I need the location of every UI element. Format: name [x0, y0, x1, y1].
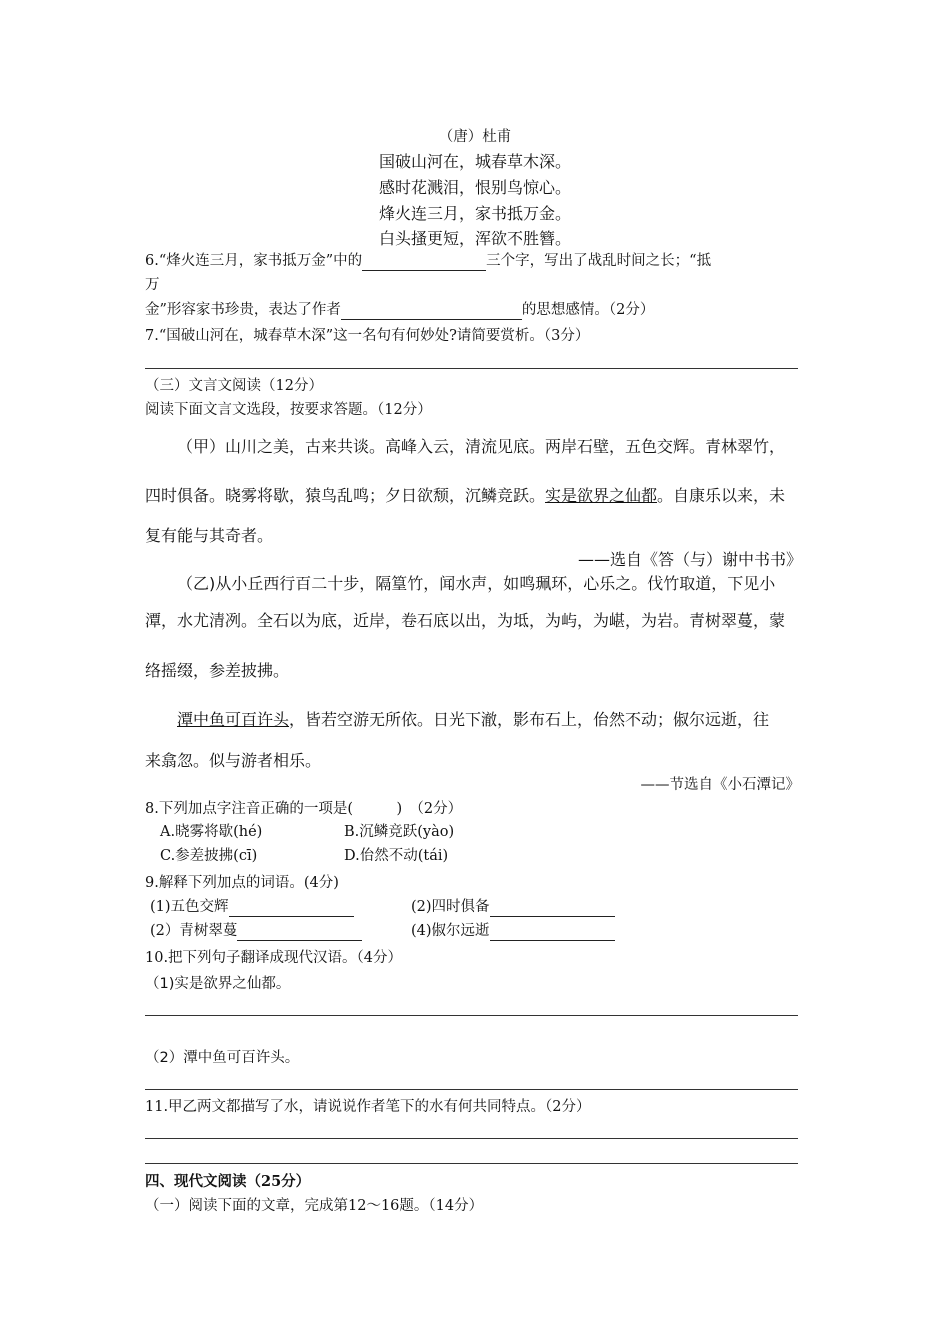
question-9-item-1: (1)五色交辉	[150, 897, 354, 917]
passage-yi-line-1: （乙)从小丘西行百二十步，隔篁竹，闻水声，如鸣珮环，心乐之。伐竹取道，下见小	[177, 574, 776, 593]
section-4-subheading: （一）阅读下面的文章，完成第12～16题。（14分）	[145, 1198, 484, 1214]
section-4-heading: 四、现代文阅读（25分）	[145, 1173, 311, 1190]
underlined-sentence: 实是欲界之仙都	[545, 486, 658, 505]
answer-blank[interactable]	[362, 254, 486, 271]
passage-jia-source: ——选自《答（与）谢中书书》	[577, 550, 802, 569]
poem-line-2: 感时花溅泪，恨别鸟惊心。	[378, 178, 571, 197]
passage-jia-line-3: 复有能与其奇者。	[145, 526, 274, 545]
passage-jia-line-1: （甲）山川之美，古来共谈。高峰入云，清流见底。两岸石壁，五色交辉。青林翠竹，	[177, 437, 786, 456]
answer-blank[interactable]	[229, 900, 354, 917]
answer-line[interactable]	[145, 1015, 798, 1016]
question-10-stem: 10.把下列句子翻译成现代汉语。（4分）	[145, 950, 403, 966]
poem-author: （唐）杜甫	[438, 129, 512, 145]
question-9-item-2: (2)四时俱备	[411, 897, 615, 917]
question-9-stem: 9.解释下列加点的词语。(4分)	[145, 875, 339, 891]
answer-blank[interactable]	[490, 900, 615, 917]
question-9-item-4: (4)俶尔远逝	[411, 921, 615, 941]
option-d[interactable]: D.佁然不动(tái)	[344, 848, 449, 864]
poem-line-1: 国破山河在，城春草木深。	[378, 152, 571, 171]
question-11: 11.甲乙两文都描写了水，请说说作者笔下的水有何共同特点。（2分）	[145, 1099, 591, 1115]
passage-yi-line-4: 潭中鱼可百许头，皆若空游无所依。日光下澈，影布石上，佁然不动；俶尔远逝，往	[177, 710, 770, 729]
passage-yi-source: ——节选自《小石潭记》	[640, 777, 800, 793]
answer-line[interactable]	[145, 1138, 798, 1139]
passage-jia-line-2: 四时俱备。晓雾将歇，猿鸟乱鸣；夕日欲颓，沉鳞竞跃。实是欲界之仙都。自康乐以来，未	[145, 486, 786, 505]
question-6-line-2: 万	[145, 277, 160, 293]
answer-blank[interactable]	[341, 303, 522, 320]
poem-line-3: 烽火连三月，家书抵万金。	[378, 204, 571, 223]
answer-line[interactable]	[145, 1089, 798, 1090]
question-10-sentence-1: （1)实是欲界之仙都。	[145, 976, 291, 992]
section-3-heading: （三）文言文阅读（12分）	[145, 378, 323, 394]
option-a[interactable]: A.晓雾将歇(hé)	[160, 824, 263, 840]
underlined-sentence: 潭中鱼可百许头	[177, 710, 290, 729]
question-10-sentence-2: （2）潭中鱼可百许头。	[145, 1050, 300, 1066]
poem-line-4: 白头搔更短，浑欲不胜簪。	[378, 229, 571, 248]
passage-yi-line-2: 潭，水尤清冽。全石以为底，近岸，卷石底以出，为坻，为屿，为嵁，为岩。青树翠蔓，蒙	[145, 611, 786, 630]
answer-blank[interactable]	[490, 924, 615, 941]
option-b[interactable]: B.沉鳞竞跃(yào)	[344, 824, 455, 840]
question-9-item-3: (2）青树翠蔓	[150, 921, 362, 941]
section-3-instruction: 阅读下面文言文选段，按要求答题。（12分）	[145, 402, 432, 418]
passage-yi-line-3: 络摇缀，参差披拂。	[145, 661, 290, 680]
answer-line[interactable]	[145, 1163, 798, 1164]
passage-yi-line-5: 来翕忽。似与游者相乐。	[145, 751, 322, 770]
answer-blank[interactable]	[237, 924, 362, 941]
answer-line[interactable]	[145, 368, 798, 369]
question-8-stem: 8.下列加点字注音正确的一项是( ) （2分）	[145, 801, 463, 817]
question-7: 7.“国破山河在，城春草木深”这一名句有何妙处?请简要赏析。（3分）	[145, 328, 590, 344]
question-6-line-3: 金”形容家书珍贵，表达了作者 的思想感情。（2分）	[145, 302, 655, 318]
option-c[interactable]: C.参差披拂(cī)	[160, 848, 258, 864]
question-6-line-1: 6.“烽火连三月，家书抵万金”中的 三个字，写出了战乱时间之长；“抵	[145, 253, 712, 269]
